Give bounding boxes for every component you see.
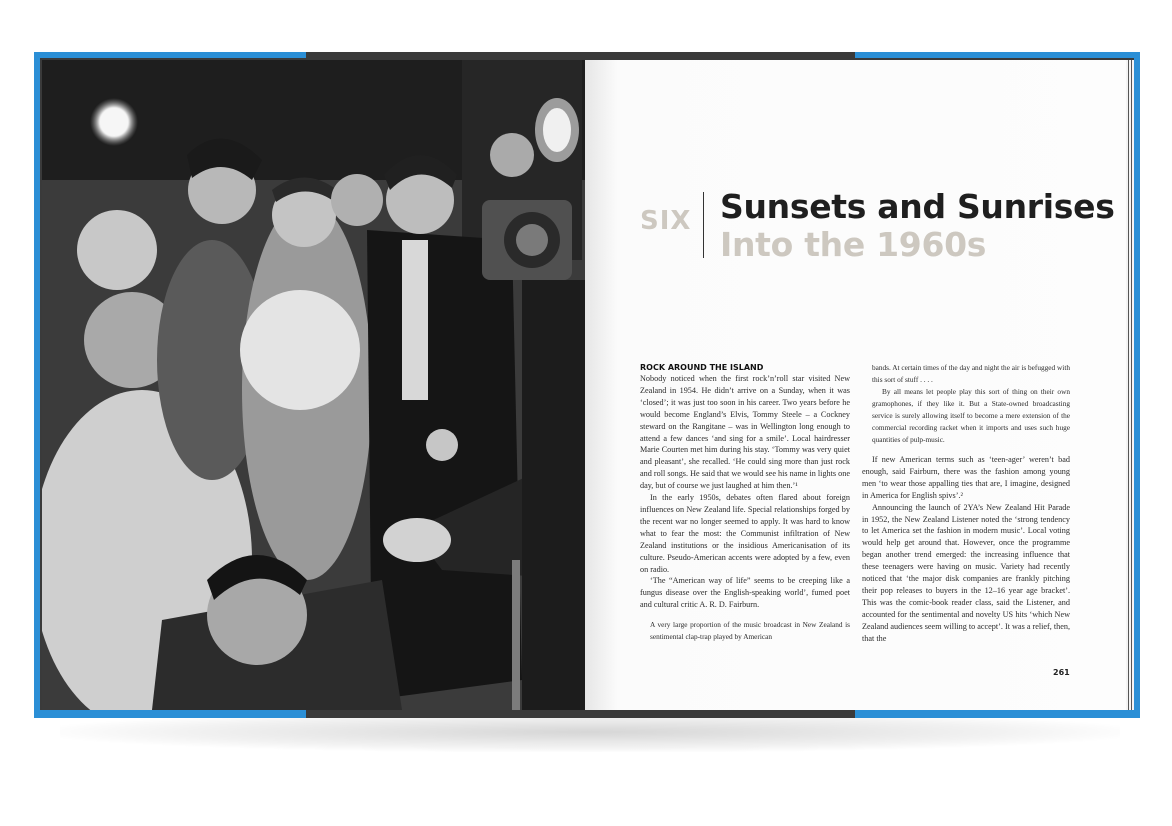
cover-edge-top-right	[855, 52, 1140, 58]
chapter-divider	[703, 192, 704, 258]
cover-edge-right	[1134, 52, 1140, 718]
cover-edge-bottom-right	[855, 710, 1140, 718]
cover-edge-left	[34, 52, 40, 718]
page-edges	[1126, 60, 1134, 710]
text-column-right	[862, 362, 1070, 645]
text-column-left	[640, 362, 850, 643]
paragraph: Announcing the launch of 2YA’s New Zealand Hit Parade in 1952, the New Zealand Listener noted the ‘strong tendency to let America set the fashion in modern music’. Local voting would help get around that. However, once the programme began another trend emerged: the increasing influence that these teenagers were having on music. Variety had recently noticed that ‘the major disk companies are frankly pitching their pop releases to buyers in the 12–16 year age bracket’. This was the comic-book reader class, said the Listener, and accounted for the sentimental and novelty US hits ‘which New Zealand audiences seem willing to accept’. It was a relief, then, that the	[862, 502, 1071, 643]
cover-edge-top-left	[34, 52, 306, 58]
chapter-subtitle: Into the 1960s	[720, 225, 987, 264]
paragraph: ‘The “American way of life” seems to be creeping like a fungus disease over the English-speaking world’, fumed poet and cultural critic A. R. D. Fairburn.	[640, 576, 850, 610]
chapter-number: SIX	[640, 206, 692, 236]
paragraph: In the early 1950s, debates often flared about foreign influences on New Zealand life. Special relationships forged by the recent war no longer seemed to apply. It was hard to know what to fear the most: the Communist infiltration of New Zealand institutions or the insidious Americanisation of its culture. Pseudo-American accents were adopted by a few, even on radio.	[640, 493, 850, 574]
book-shadow	[60, 712, 1120, 752]
quote-text: bands. At certain times of the day and night the air is befugged with this sort of stuff . . . .	[872, 363, 1070, 384]
section-heading: ROCK AROUND THE ISLAND	[640, 363, 764, 372]
block-quote	[650, 619, 850, 643]
quote-text: A very large proportion of the music broadcast in New Zealand is sentimental clap-trap played by American	[650, 620, 850, 642]
page-number: 261	[1053, 668, 1070, 677]
black-and-white-photo	[42, 60, 585, 710]
photo-illustration	[42, 60, 585, 710]
chapter-title: Sunsets and Sunrises	[720, 187, 1115, 226]
paragraph: Nobody noticed when the first rock’n’roll star visited New Zealand in 1954. He didn’t arrive on a Sunday, when it was ‘closed’; it was just too soon in his career. Two years before he would become England’s Elvis, Tommy Steele – a Cockney steward on the Rangitane – was in Wellington long enough to attend a few dances ‘and sing for a smile’. Local hairdresser Marie Courten met him during his stay. ‘Tommy was very quiet and pleasant’, she recalled. ‘He could sing more than just rock and roll songs. He said that we would see his name in lights one day, but of course we just laughed at him then.’¹	[640, 374, 850, 491]
block-quote-continued	[862, 362, 1070, 446]
paragraph: If new American terms such as ‘teen-ager’ weren’t bad enough, said Fairburn, there was the fashion among young men ‘to wear those appalling ties that are, I imagine, designed in America for English spivs’.²	[862, 455, 1070, 500]
cover-edge-bottom-left	[34, 710, 306, 718]
quote-text: By all means let people play this sort of thing on their own gramophones, if they like it. But a State-owned broadcasting service is surely allowing itself to become a mere extension of the commercial recording racket when it imports and uses such huge quantities of pulp-music.	[872, 387, 1070, 444]
